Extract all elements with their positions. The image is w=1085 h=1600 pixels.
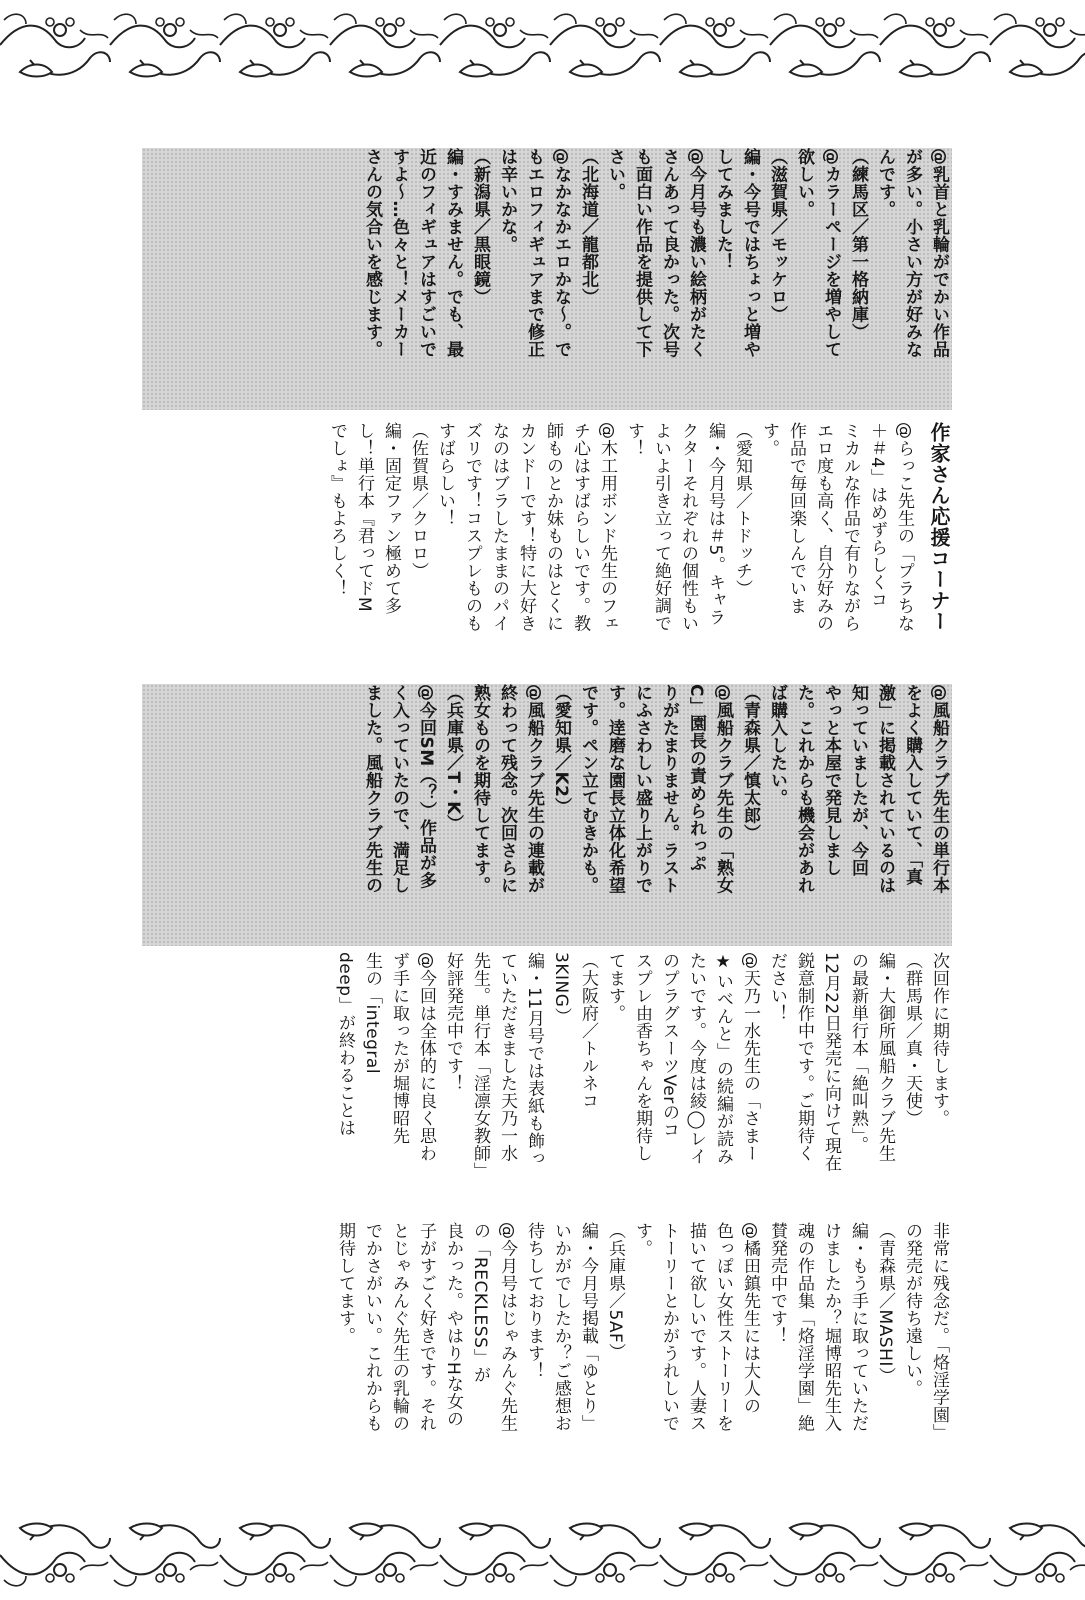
section-title: 作家さん応援コーナー	[927, 422, 951, 632]
letter-line: 熟女ものを期待してます。	[470, 684, 490, 894]
letter-line: （佐賀県／クロロ）	[408, 422, 428, 580]
letter-line: さんあって良かった。次号	[659, 148, 679, 358]
letter-line: ＋＃4」はめずらしくコ	[867, 422, 887, 609]
letter-line: スプレ由香ちゃんを期待し	[632, 952, 652, 1162]
letter-line: カンドーです！特に大好き	[516, 422, 536, 632]
letter-line: （大阪府／トルネコ	[578, 952, 598, 1110]
letter-line: @乳首と乳輪がでかい作品	[929, 148, 949, 358]
letter-line: @今回は全体的に良く思わ	[416, 952, 436, 1162]
letter-line: （北海道／龍都北）	[578, 148, 598, 306]
letter-line: deep」が終わることは	[335, 952, 355, 1137]
letter-line: 終わって残念。次回さらに	[497, 684, 517, 894]
letter-line: @なかなかエロかな〜。で	[551, 148, 571, 358]
letter-line: も面白い作品を提供して下	[632, 148, 652, 358]
letter-line: でしょ』もよろしく！	[327, 422, 347, 597]
letter-line: @天乃一水先生の「さまー	[740, 952, 760, 1162]
letter-line: @風船クラブ先生の連載が	[524, 684, 544, 894]
letter-line: 激」に掲載されているのは	[875, 684, 895, 894]
letter-line: 編・今号ではちょっと増や	[740, 148, 760, 358]
letter-line: 子がすごく好きです。それ	[416, 1222, 436, 1432]
letter-line: 次回作に期待します。	[929, 952, 949, 1127]
letter-line: でかさがいい。これからも	[362, 1222, 382, 1432]
letter-line: のプラグスーツVerのコ	[659, 952, 679, 1139]
letter-line: トーリーとかがうれしいで	[659, 1222, 679, 1432]
letter-line: （青森県／MASHI）	[875, 1222, 895, 1385]
letter-line: （愛知県／トドッチ）	[732, 422, 752, 597]
letter-line: （兵庫県／5AF）	[605, 1222, 625, 1361]
letter-line: @風船クラブ先生の「熟女	[713, 684, 733, 894]
letter-line: 編・固定ファン極めて多	[381, 422, 401, 615]
letter-line: 先生。単行本「淫凛女教師」	[470, 952, 490, 1180]
letter-line: 賛発売中です！	[767, 1222, 787, 1345]
letter-line: なのはブラしたままのパイ	[489, 422, 509, 632]
letter-line: ださい！	[767, 952, 787, 1022]
letter-line: んです。	[875, 148, 895, 218]
letter-line: す。	[632, 1222, 652, 1257]
letter-line: やっと本屋で発見しまし	[821, 684, 841, 877]
letter-line: してみました！	[713, 148, 733, 271]
letter-line: の最新単行本「絶叫熟」。	[848, 952, 868, 1154]
letter-line: ★いべんと」の続編が読み	[713, 952, 733, 1165]
letter-line: （愛知県／K2）	[551, 684, 571, 816]
letter-line: さんの気合いを感じます。	[362, 148, 382, 358]
letter-line: ば購入したい。	[767, 684, 787, 807]
letter-line: す！	[624, 422, 644, 457]
letter-line: ミカルな作品で有りながら	[840, 422, 860, 632]
letter-line: （滋賀県／モッケロ）	[767, 148, 787, 323]
letter-line: 12月22日発売に向けて現在	[821, 952, 841, 1173]
letter-line: たいです。今度は綾◯レイ	[686, 952, 706, 1165]
letter-line: をよく購入していて、「真	[902, 684, 922, 886]
top-ornamental-border	[0, 0, 1085, 90]
letter-line: @今月号も濃い絵柄がたく	[686, 148, 706, 358]
letter-line: クターそれぞれの個性もい	[678, 422, 698, 632]
letter-line: 良かった。やはりHな女の	[443, 1222, 463, 1428]
letter-line: し！単行本『君ってドM	[354, 422, 374, 613]
letter-line: もエロフィギュアまで修正	[524, 148, 544, 358]
letters-block-3	[142, 684, 952, 946]
letter-line: 知っていましたが、今回	[848, 684, 868, 877]
letter-line: は辛いかな。	[497, 148, 517, 253]
letter-line: チ心はすばらしいです。教	[570, 422, 590, 632]
letter-line: す。	[759, 422, 779, 457]
letter-line: 近のフィギュアはすごいで	[416, 148, 436, 358]
letter-line: 編・今月号掲載「ゆとり」	[578, 1222, 598, 1432]
letter-line: すよ〜…色々と！メーカー	[389, 148, 409, 358]
letter-line: （群馬県／真・天使）	[902, 952, 922, 1127]
letter-line: 師ものとか妹ものはとくに	[543, 422, 563, 632]
letter-line: @木工用ボンド先生のフェ	[597, 422, 617, 632]
letter-line: 編・今月号は＃5。キャラ	[705, 422, 725, 626]
letter-line: 鋭意制作中です。ご期待く	[794, 952, 814, 1162]
letter-line: @今月号はじゃみんぐ先生	[497, 1222, 517, 1432]
letter-line: 生の「integral	[362, 952, 382, 1075]
letter-line: 待ちしております！	[524, 1222, 544, 1380]
letter-line: @風船クラブ先生の単行本	[929, 684, 949, 894]
letter-line: いかがでしたか？ご感想お	[551, 1222, 571, 1432]
letter-line: よいよ引き立って絶好調で	[651, 422, 671, 632]
letter-line: です。ペン立てむきかも。	[578, 684, 598, 894]
letter-line: （兵庫県／T・K）	[443, 684, 463, 833]
letter-line: 編・すみません。でも、最	[443, 148, 463, 358]
letter-line: の「RECKLESS」が	[470, 1222, 490, 1384]
letter-line: 作品で毎回楽しんでいま	[786, 422, 806, 615]
letter-line: （練馬区／第一格納庫）	[848, 148, 868, 341]
letter-line: 編・もう手に取っていただ	[848, 1222, 868, 1432]
letters-block-2	[142, 422, 952, 684]
letter-line: てます。	[605, 952, 625, 1022]
letter-line: が多い。小さい方が好みな	[902, 148, 922, 358]
letter-line: た。これからも機会があれ	[794, 684, 814, 894]
letter-line: 描いて欲しいです。人妻ス	[686, 1222, 706, 1432]
letter-line: ていただきました天乃一水	[497, 952, 517, 1162]
letter-line: （新潟県／黒眼鏡）	[470, 148, 490, 306]
letter-line: C」園長の責められっぷ	[686, 684, 706, 872]
letter-line: く入っていたので、満足し	[389, 684, 409, 894]
letters-block-4	[142, 952, 952, 1214]
letter-line: 編・11月号では表紙も飾っ	[524, 952, 544, 1168]
letter-line: （青森県／慎太郎）	[740, 684, 760, 842]
letter-line: ました。風船クラブ先生の	[362, 684, 382, 894]
letter-line: ズリです！コスプレものも	[462, 422, 482, 632]
letter-line: すばらしい！	[435, 422, 455, 527]
letter-line: 魂の作品集「烙淫学園」絶	[794, 1222, 814, 1432]
letter-line: @らっこ先生の「プラちな	[894, 422, 914, 632]
letter-line: 期待してます。	[335, 1222, 355, 1345]
letter-line: とじゃみんぐ先生の乳輪の	[389, 1222, 409, 1432]
bottom-ornamental-border	[0, 1510, 1085, 1600]
letter-line: 編・大御所風船クラブ先生	[875, 952, 895, 1162]
letter-line: す。逹磨な園長立体化希望	[605, 684, 625, 894]
letter-line: ず手に取ったが堀博昭先	[389, 952, 409, 1145]
letter-line: さい。	[605, 148, 625, 201]
letter-line: @今回SM（？）作品が多	[416, 684, 436, 890]
letter-line: 好評発売中です！	[443, 952, 463, 1092]
letter-line: けましたか？堀博昭先生入	[821, 1222, 841, 1432]
letter-line: エロ度も高く、自分好みの	[813, 422, 833, 632]
letter-line: @カラーページを増やして	[821, 148, 841, 358]
letter-line: 色っぽい女性ストーリーを	[713, 1222, 733, 1432]
letters-block-1	[142, 148, 952, 410]
letter-line: にふさわしい盛り上がりで	[632, 684, 652, 894]
letter-line: の発売が待ち遠しい。	[902, 1222, 922, 1397]
letter-line: 欲しい。	[794, 148, 814, 218]
letter-line: @橘田鎮先生には大人の	[740, 1222, 760, 1415]
letter-line: 非常に残念だ。「烙淫学園」	[929, 1222, 949, 1441]
letter-line: りがたまりません。ラスト	[659, 684, 679, 894]
letter-line: 3KING）	[551, 952, 571, 1025]
letters-block-5	[142, 1222, 952, 1484]
